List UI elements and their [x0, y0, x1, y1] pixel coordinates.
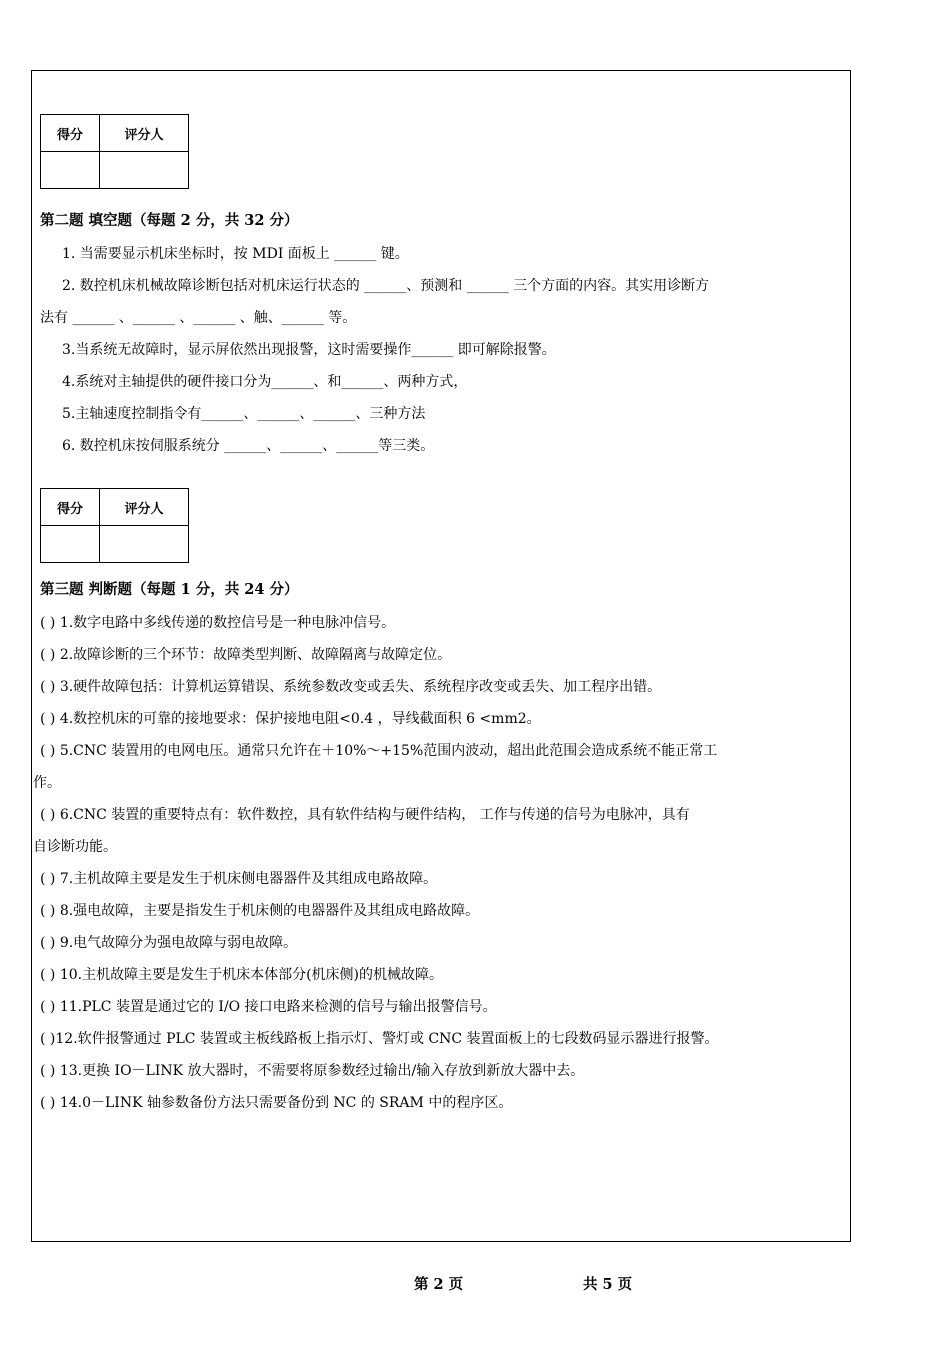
- section-title: 第三题 判断题（每题 1 分，共 24 分）: [40, 581, 299, 598]
- page-number: 第 2 页: [414, 1276, 464, 1293]
- judgment-line: ( ) 14.0－LINK 轴参数备份方法只需要备份到 NC 的 SRAM 中的程序区。: [40, 1095, 513, 1111]
- judgment-line: ( ) 3.硬件故障包括：计算机运算错误、系统参数改变或丢失、系统程序改变或丢失、加工程序出错。: [40, 679, 662, 695]
- judgment-line: ( ) 8.强电故障，主要是指发生于机床侧的电器器件及其组成电路故障。: [40, 903, 480, 919]
- judgment-line: ( ) 5.CNC 装置用的电网电压。通常只允许在＋10%～+15%范围内波动，超出此范围会造成系统不能正常工: [40, 743, 718, 759]
- score-table: [40, 488, 189, 563]
- question-line: 3.当系统无故障时，显示屏依然出现报警，这时需要操作______ 即可解除报警。: [62, 342, 556, 358]
- score-label: 得分: [41, 115, 100, 152]
- grader-cell[interactable]: [100, 526, 189, 563]
- judgment-line: ( ) 9.电气故障分为强电故障与弱电故障。: [40, 935, 298, 951]
- question-line: 1. 当需要显示机床坐标时，按 MDI 面板上 ______ 键。: [62, 246, 409, 262]
- section-title: 第二题 填空题（每题 2 分，共 32 分）: [40, 212, 299, 229]
- question-line: 4.系统对主轴提供的硬件接口分为______、和______、两种方式，: [62, 374, 468, 390]
- judgment-line: 作。: [33, 775, 61, 791]
- judgment-line: 自诊断功能。: [33, 839, 117, 855]
- judgment-line: ( )12.软件报警通过 PLC 装置或主板线路板上指示灯、警灯或 CNC 装置面板上的七段数码显示器进行报警。: [40, 1031, 719, 1047]
- grader-label: 评分人: [100, 489, 189, 526]
- judgment-line: ( ) 2.故障诊断的三个环节：故障类型判断、故障隔离与故障定位。: [40, 647, 452, 663]
- grader-label: 评分人: [100, 115, 189, 152]
- judgment-line: ( ) 6.CNC 装置的重要特点有：软件数控，具有软件结构与硬件结构， 工作与传递的信号为电脉冲，具有: [40, 807, 690, 823]
- score-cell[interactable]: [41, 526, 100, 563]
- judgment-line: ( ) 10.主机故障主要是发生于机床本体部分(机床侧)的机械故障。: [40, 967, 444, 983]
- score-table: [40, 114, 189, 189]
- question-line: 5.主轴速度控制指令有______、______、______、三种方法: [62, 406, 426, 422]
- question-line: 6. 数控机床按伺服系统分 ______、______、______等三类。: [62, 438, 435, 454]
- question-line: 2. 数控机床机械故障诊断包括对机床运行状态的 ______、预测和 ______ 三个方面的内容。其实用诊断方: [62, 278, 710, 294]
- page-total: 共 5 页: [583, 1276, 633, 1293]
- judgment-line: ( ) 11.PLC 装置是通过它的 I/O 接口电路来检测的信号与输出报警信号。: [40, 999, 497, 1015]
- judgment-line: ( ) 4.数控机床的可靠的接地要求：保护接地电阻<0.4 ，导线截面积 6 <mm2。: [40, 711, 541, 727]
- score-cell[interactable]: [41, 152, 100, 189]
- judgment-line: ( ) 7.主机故障主要是发生于机床侧电器器件及其组成电路故障。: [40, 871, 438, 887]
- question-line: 法有 ______ 、______ 、______ 、触、______ 等。: [40, 310, 357, 326]
- judgment-line: ( ) 13.更换 IO－LINK 放大器时，不需要将原参数经过输出/输入存放到新放大器中去。: [40, 1063, 585, 1079]
- score-label: 得分: [41, 489, 100, 526]
- grader-cell[interactable]: [100, 152, 189, 189]
- judgment-line: ( ) 1.数字电路中多线传递的数控信号是一种电脉冲信号。: [40, 615, 396, 631]
